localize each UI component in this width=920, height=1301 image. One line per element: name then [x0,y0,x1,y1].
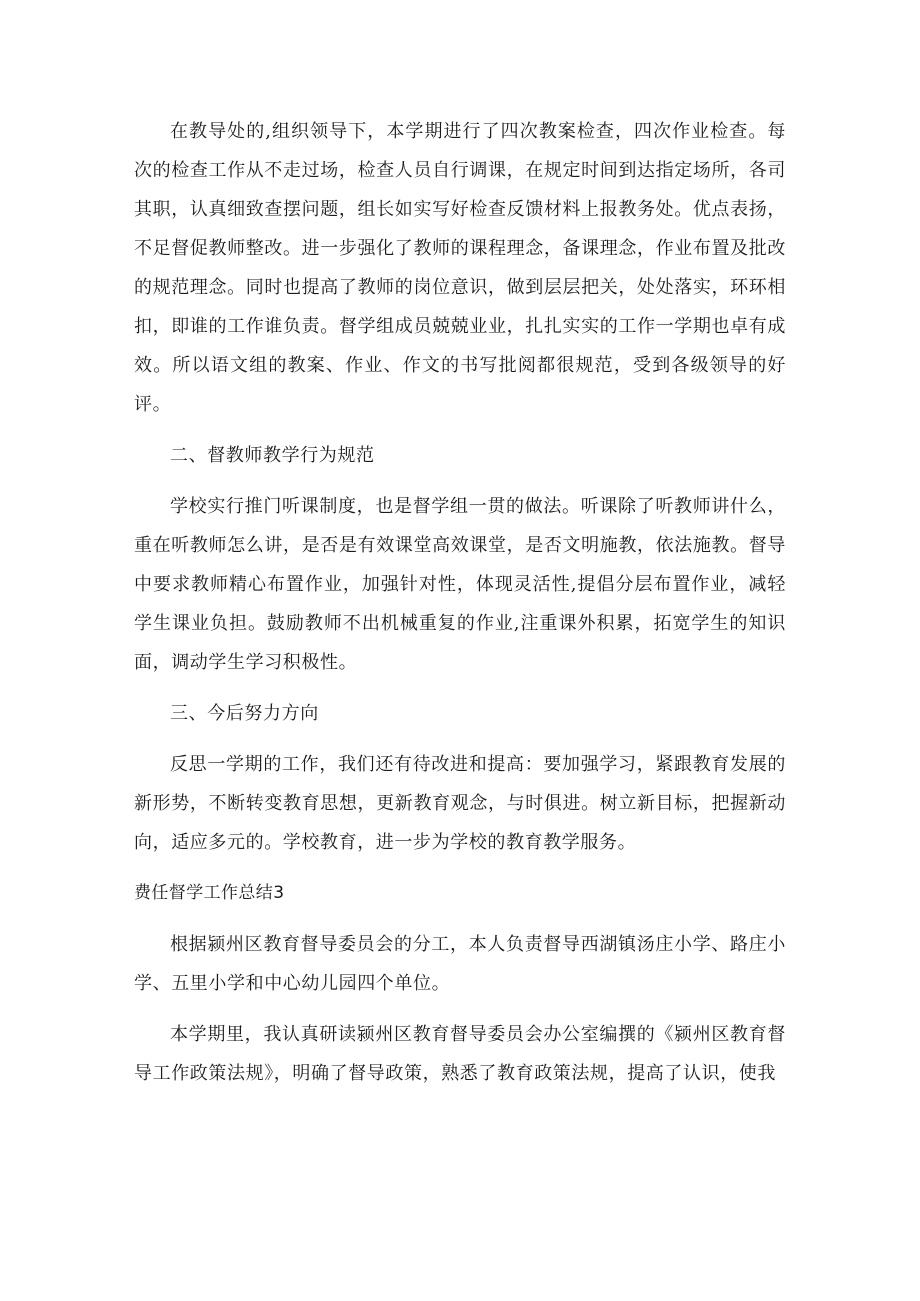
paragraph-study: 本学期里，我认真研读颍州区教育督导委员会办公室编撰的《颍州区教育督导工作政策法规》，明确了督导政策，熟悉了教育政策法规，提高了认识，使我 [134,1024,786,1084]
paragraph-lesson-observation: 学校实行推门听课制度，也是督学组一贯的做法。听课除了听教师讲什么，重在听教师怎么讲，是否是有效课堂高效课堂，是否文明施教，依法施教。督导中要求教师精心布置作业，加强针对性，体现灵活性,提倡分层布置作业，减轻学生课业负担。鼓励教师不出机械重复的作业,注重课外积累，拓宽学生的知识面，调动学生学习积极性。 [134,496,786,673]
section-heading-teaching-norms: 二、督教师教学行为规范 [170,445,375,466]
paragraph-inspection: 在教导处的,组织领导下，本学期进行了四次教案检查，四次作业检查。每次的检查工作从不走过场，检查人员自行调课，在规定时间到达指定场所，各司其职，认真细致查摆问题，组长如实写好检查反馈材料上报教务处。优点表扬，不足督促教师整改。进一步强化了教师的课程理念，备课理念，作业布置及批改的规范理念。同时也提高了教师的岗位意识，做到层层把关，处处落实，环环相扣，即谁的工作谁负责。督学组成员兢兢业业，扎扎实实的工作一学期也卓有成效。所以语文组的教案、作业、作文的书写批阅都很规范，受到各级领导的好评。 [134,121,786,415]
paragraph-reflection: 反思一学期的工作，我们还有待改进和提高：要加强学习，紧跟教育发展的新形势，不断转变教育思想，更新教育观念，与时俱进。树立新目标，把握新动向，适应多元的。学校教育，进一步为学校的教育教学服务。 [134,754,786,853]
document-subtitle: 费任督学工作总结3 [134,883,285,903]
document-body [134,112,786,1105]
paragraph-assignment: 根据颍州区教育督导委员会的分工，本人负责督导西湖镇汤庄小学、路庄小学、五里小学和中心幼儿园四个单位。 [134,934,786,994]
section-heading-future-direction: 三、今后努力方向 [170,703,319,724]
